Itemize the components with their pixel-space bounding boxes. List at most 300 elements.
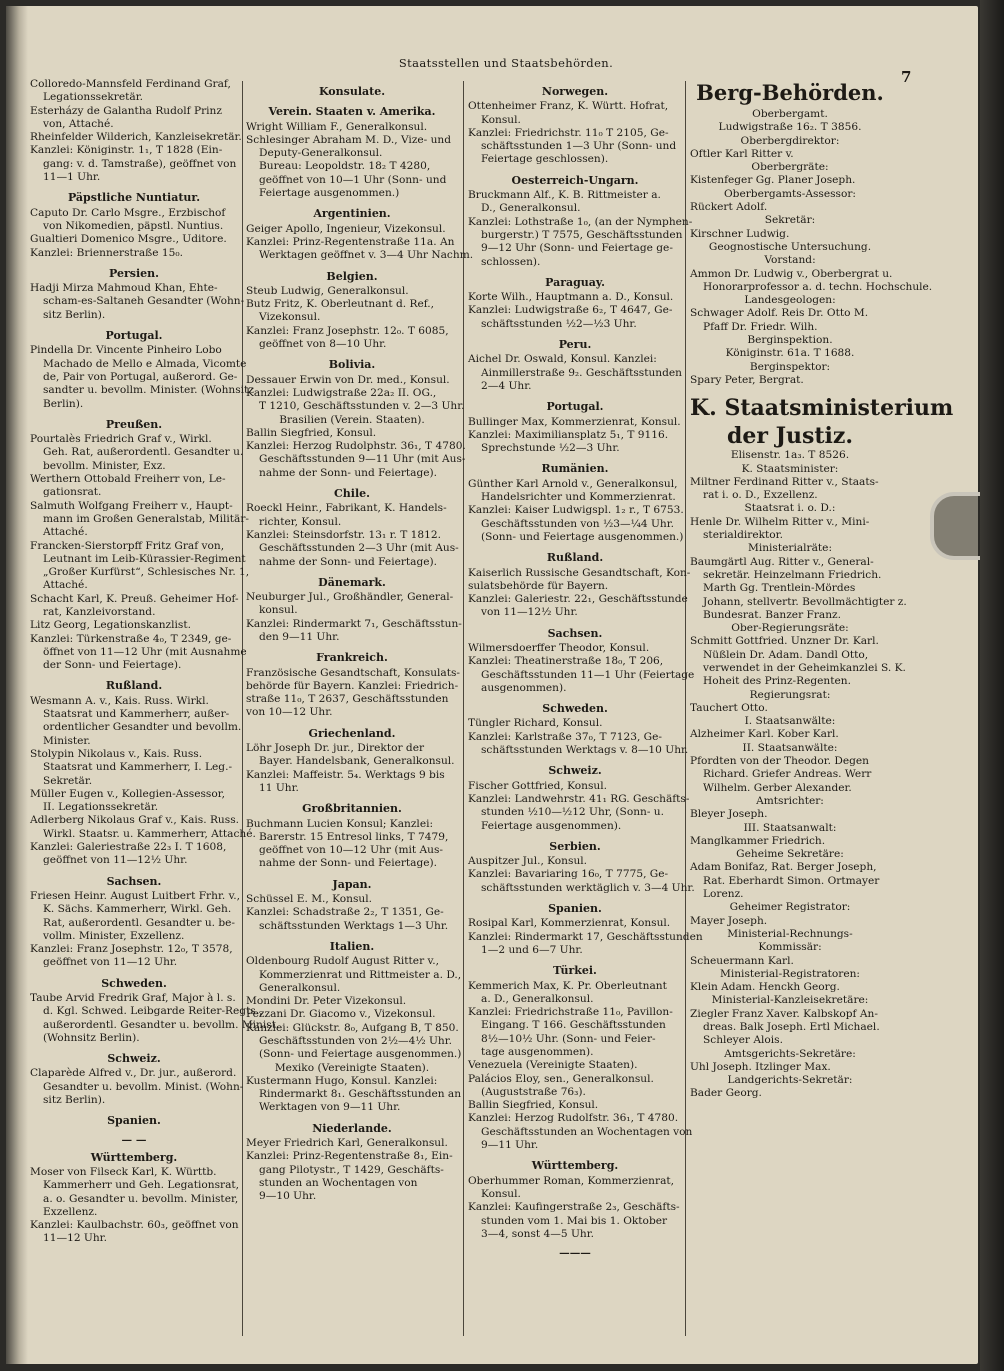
section-heading: Argentinien.	[313, 207, 391, 221]
text-line: Kanzlei: Rindermarkt 17, Geschäftsstunden	[468, 930, 703, 943]
text-line-continued: schäftsstunden Werktags v. 8—10 Uhr.	[481, 744, 689, 757]
text-line: Kanzlei: Königinstr. 1₁, T 1828 (Ein-	[30, 144, 223, 157]
text-line: Schüssel E. M., Konsul.	[246, 893, 372, 906]
text-line-continued: Hoheit des Prinz-Regenten.	[703, 675, 851, 688]
centered-line: Geognostische Untersuchung.	[708, 240, 872, 253]
text-line: Kanzlei: Karlstraße 37₀, T 7123, Ge-	[468, 730, 662, 743]
text-line: Butz Fritz, K. Oberleutnant d. Ref.,	[246, 298, 435, 311]
separator-dash: ———	[559, 1247, 591, 1260]
text-line: Tüngler Richard, Konsul.	[468, 717, 603, 730]
text-line-continued: Sekretär.	[43, 774, 93, 787]
text-line: Kanzlei: Theatinerstraße 18₀, T 206,	[468, 655, 664, 668]
text-line: Scheuermann Karl.	[690, 954, 794, 967]
text-line: Kanzlei: Maffeistr. 5₄. Werktags 9 bis	[246, 768, 445, 781]
text-line-continued: nahme der Sonn- und Feiertage).	[259, 857, 438, 870]
text-line-continued: Staatsrat und Kammerherr, außer-	[43, 708, 230, 721]
text-line-continued: gationsrat.	[43, 486, 102, 499]
text-line-continued: Konsul.	[481, 113, 521, 126]
text-line: Kanzlei: Landwehrstr. 41₁ RG. Geschäfts-	[468, 792, 690, 805]
text-line-continued: geöffnet von 8—10 Uhr.	[259, 338, 387, 351]
centered-line: Ministerial-Kanzleisekretäre:	[711, 994, 869, 1007]
text-line: Friesen Heinr. August Luitbert Frhr. v.,	[30, 889, 241, 902]
text-line-continued: D., Generalkonsul.	[481, 202, 581, 215]
section-heading: Schweden.	[542, 702, 608, 716]
text-line-continued: Wilhelm. Gerber Alexander.	[703, 781, 852, 794]
text-line-continued: Attaché.	[43, 579, 88, 592]
text-line-continued: Kommerzienrat und Rittmeister a. D.,	[259, 968, 462, 981]
text-line: Caputo Dr. Carlo Msgre., Erzbischof	[30, 206, 226, 219]
text-line: Rosipal Karl, Kommerzienrat, Konsul.	[468, 917, 671, 930]
text-line-continued: 9—12 Uhr (Sonn- und Feiertage ge-	[481, 242, 673, 255]
section-heading: Japan.	[332, 877, 372, 891]
centered-line: Königinstr. 61a. T 1688.	[725, 347, 855, 360]
column-rule	[463, 81, 464, 1336]
text-line: Francken-Sierstorpff Fritz Graf von,	[30, 539, 225, 552]
text-line: Geiger Apollo, Ingenieur, Vizekonsul.	[246, 222, 446, 235]
section-heading: Verein. Staaten v. Amerika.	[268, 105, 436, 119]
text-line: Kanzlei: Kaiser Ludwigspl. 1₂ r., T 6753.	[468, 504, 684, 517]
text-line: Kemmerich Max, K. Pr. Oberleutnant	[468, 979, 667, 992]
text-line: Bader Georg.	[690, 1087, 762, 1100]
text-line-continued: (Sonn- und Feiertage ausgenommen.)	[259, 1048, 462, 1061]
text-line: Kanzlei: Steinsdorfstr. 13₁ r. T 1812.	[246, 528, 442, 541]
text-line: Kanzlei: Glückstr. 8₀, Aufgang B, T 850.	[246, 1021, 459, 1034]
text-line: Müller Eugen v., Kollegien-Assessor,	[30, 787, 225, 800]
text-line-continued: Exzellenz.	[43, 1205, 98, 1218]
text-line: Moser von Filseck Karl, K. Württb.	[30, 1165, 217, 1178]
text-line-continued: schäftsstunden Werktags 1—3 Uhr.	[259, 919, 449, 932]
text-line-continued: 9—10 Uhr.	[259, 1190, 317, 1203]
text-line-continued: K. Sächs. Kammerherr, Wirkl. Geh.	[43, 903, 232, 916]
text-line: behörde für Bayern. Kanzlei: Friedrich-	[246, 679, 459, 692]
text-line: Kanzlei: Rindermarkt 7₁, Geschäftsstun-	[246, 617, 462, 630]
centered-line: Landesgeologen:	[744, 294, 836, 307]
text-line-continued: öffnet von 11—12 Uhr (mit Ausnahme	[43, 645, 247, 658]
text-line-continued: Geschäftsstunden 2—3 Uhr (mit Aus-	[259, 542, 459, 555]
text-line: Kanzlei: Franz Josephstr. 12₀. T 6085,	[246, 324, 449, 337]
text-line: Mayer Joseph.	[690, 914, 768, 927]
section-heading: Rußland.	[105, 679, 163, 693]
text-line-continued: 11 Uhr.	[259, 781, 299, 794]
text-line-continued: geöffnet von 11—12 Uhr.	[43, 956, 178, 969]
text-line-continued: Leutnant im Leib-Kürassier-Regiment	[43, 552, 246, 565]
section-heading: Persien.	[109, 266, 159, 280]
text-line-continued: den 9—11 Uhr.	[259, 630, 340, 643]
text-line: straße 11₀, T 2637, Geschäftsstunden	[246, 693, 449, 706]
section-heading: Peru.	[558, 338, 592, 352]
text-line-continued: Bureau: Leopoldstr. 18₂ T 4280,	[259, 160, 431, 173]
text-line: Spary Peter, Bergrat.	[690, 373, 804, 386]
text-line-continued: Gesandter u. bevollm. Minist. (Wohn-	[43, 1080, 244, 1093]
column-konsulate-continued	[468, 78, 703, 1260]
text-line: Venezuela (Vereinigte Staaten).	[468, 1059, 638, 1072]
text-line-continued: Deputy-Generalkonsul.	[259, 147, 383, 160]
text-line: Kanzlei: Herzog Rudolphstr. 36₁, T 4780.	[246, 440, 466, 453]
text-line: Ammon Dr. Ludwig v., Oberbergrat u.	[690, 267, 893, 280]
text-line: Colloredo-Mannsfeld Ferdinand Graf,	[30, 78, 231, 90]
centered-line: Brasilien (Verein. Staaten).	[279, 413, 425, 426]
text-line-continued: d. Kgl. Schwed. Leibgarde Reiter-Regts.,	[43, 1005, 263, 1018]
text-line: Esterházy de Galantha Rudolf Prinz	[30, 104, 222, 117]
column-berg-behoerden-justiz	[690, 78, 954, 1101]
text-line: Ziegler Franz Xaver. Kalbskopf An-	[690, 1007, 878, 1020]
text-line-continued: de, Pair von Portugal, außerord. Ge-	[43, 370, 238, 383]
text-line: Schwager Adolf. Reis Dr. Otto M.	[690, 307, 869, 320]
text-line-continued: rat i. o. D., Exzellenz.	[703, 489, 818, 502]
running-head: Staatsstellen und Staatsbehörden.	[398, 56, 614, 70]
text-line-continued: Rat. Eberhardt Simon. Ortmayer	[703, 874, 880, 887]
text-line-continued: Johann, stellvertr. Bevollmächtigter z.	[703, 595, 907, 608]
centered-line: Ministerial-Rechnungs-	[727, 927, 853, 940]
text-line-continued: schlossen).	[481, 255, 541, 268]
text-line: Adam Bonifaz, Rat. Berger Joseph,	[690, 861, 877, 874]
text-line: Kanzlei: Kaufingerstraße 2₃, Geschäfts-	[468, 1201, 680, 1214]
centered-line: Staatsrat i. o. D.:	[744, 502, 836, 515]
text-line-continued: Minister.	[43, 734, 91, 747]
text-line-continued: Rat, außerordentl. Gesandter u. be-	[43, 916, 236, 929]
text-line: Kanzlei: Prinz-Regentenstraße 11a. An	[246, 235, 455, 248]
text-line-continued: Berlin).	[43, 397, 84, 410]
text-line-continued: mann im Großen Generalstab, Militär-	[43, 512, 249, 525]
text-line-continued: nahme der Sonn- und Feiertage).	[259, 466, 438, 479]
book-page	[6, 6, 978, 1364]
section-heading: Portugal.	[105, 329, 163, 343]
text-line-continued: außerordentl. Gesandter u. bevollm. Minist.	[43, 1018, 280, 1031]
text-line-continued: (Wohnsitz Berlin).	[43, 1031, 140, 1044]
text-line-continued: Ainmillerstraße 9₂. Geschäftsstunden	[481, 366, 682, 379]
text-line: Kanzlei: Bavariaring 16₀, T 7775, Ge-	[468, 868, 669, 881]
text-line: Aichel Dr. Oswald, Konsul. Kanzlei:	[468, 353, 657, 366]
centered-line: Mexiko (Vereinigte Staaten).	[274, 1061, 430, 1074]
text-line: Oberhummer Roman, Kommerzienrat,	[468, 1174, 675, 1187]
section-heading: Frankreich.	[316, 651, 388, 665]
text-line: Kanzlei: Ludwigstraße 22a₂ II. OG.,	[246, 386, 437, 399]
text-line: Neuburger Jul., Großhändler, General-	[246, 591, 454, 604]
text-line-continued: stunden an Wochentagen von	[259, 1176, 418, 1189]
text-line-continued: Attaché.	[43, 526, 88, 539]
text-line: Pfordten von der Theodor. Degen	[690, 755, 869, 768]
text-line-continued: stunden vom 1. Mai bis 1. Oktober	[481, 1214, 668, 1227]
text-line-continued: konsul.	[259, 604, 298, 617]
text-line-continued: schäftsstunden 1—3 Uhr (Sonn- und	[481, 140, 677, 153]
section-heading: Türkei.	[553, 964, 597, 978]
text-line: sulatsbehörde für Bayern.	[468, 579, 609, 592]
text-line-continued: Generalkonsul.	[259, 981, 341, 994]
centered-line: Oberbergamt.	[752, 108, 828, 120]
section-heading: Oesterreich-Ungarn.	[511, 173, 639, 187]
section-heading: Württemberg.	[90, 1150, 178, 1164]
text-line: Kanzlei: Türkenstraße 4₀, T 2349, ge-	[30, 632, 232, 645]
centered-line: Amtsgerichts-Sekretäre:	[724, 1047, 856, 1060]
text-line-continued: der Sonn- und Feiertage).	[43, 659, 182, 672]
text-line: Kustermann Hugo, Konsul. Kanzlei:	[246, 1074, 438, 1087]
text-line-continued: Feiertage ausgenommen.)	[259, 187, 400, 200]
section-heading: Niederlande.	[312, 1121, 392, 1135]
text-line-continued: Richard. Griefer Andreas. Werr	[703, 768, 872, 781]
section-heading: Portugal.	[546, 400, 604, 414]
text-line: Kaiserlich Russische Gesandtschaft, Kon-	[468, 566, 691, 579]
text-line: Ballin Siegfried, Konsul.	[246, 426, 377, 439]
text-line-continued: richter, Konsul.	[259, 515, 342, 528]
text-line-continued: Rindermarkt 8₁. Geschäftsstunden an	[259, 1088, 462, 1101]
text-line-continued: Schleyer Alois.	[703, 1034, 783, 1047]
text-line: Kanzlei: Herzog Rudolfstr. 36₁, T 4780.	[468, 1112, 679, 1125]
text-line-continued: (Sonn- und Feiertage ausgenommen.)	[481, 530, 684, 543]
text-line: Steub Ludwig, Generalkonsul.	[246, 284, 409, 297]
text-line: Kanzlei: Kaulbachstr. 60₃, geöffnet von	[30, 1219, 239, 1232]
main-heading: K. Staatsministerium	[690, 395, 954, 422]
text-line: Pourtalès Friedrich Graf v., Wirkl.	[30, 433, 212, 446]
text-line-continued: 1—2 und 6—7 Uhr.	[481, 943, 583, 956]
text-line: Tauchert Otto.	[690, 701, 768, 714]
main-heading: Berg-Behörden.	[696, 80, 884, 105]
centered-line: I. Staatsanwälte:	[744, 715, 836, 728]
text-line-continued: schäftsstunden ½2—½3 Uhr.	[481, 317, 637, 330]
centered-line: Oberbergamts-Assessor:	[723, 187, 856, 200]
text-line: Kanzlei: Maximiliansplatz 5₁, T 9116.	[468, 428, 669, 441]
text-line: Roeckl Heinr., Fabrikant, K. Handels-	[246, 502, 447, 515]
text-line-continued: tage ausgenommen).	[481, 1046, 594, 1058]
centered-line: II. Staatsanwälte:	[742, 741, 838, 754]
text-line: Hadji Mirza Mahmoud Khan, Ehte-	[30, 282, 218, 295]
text-line: Werthern Ottobald Freiherr von, Le-	[30, 473, 226, 486]
text-line-continued: Geschäftsstunden an Wochentagen von	[481, 1125, 693, 1138]
text-line-continued: Nüßlein Dr. Adam. Dandl Otto,	[703, 648, 869, 661]
text-line-continued: 9—11 Uhr.	[481, 1139, 539, 1152]
text-line-continued: sterialdirektor.	[703, 529, 783, 542]
section-heading: Paraguay.	[545, 275, 605, 289]
section-heading: Rußland.	[546, 551, 604, 565]
text-line-continued: a. D., Generalkonsul.	[481, 992, 594, 1005]
text-line: Uhl Joseph. Itzlinger Max.	[690, 1060, 831, 1073]
text-line-continued: Sprechstunde ½2—3 Uhr.	[481, 442, 620, 455]
text-line: Alzheimer Karl. Kober Karl.	[690, 728, 839, 741]
text-line-continued: II. Legationssekretär.	[43, 801, 159, 814]
text-line: Taube Arvid Fredrik Graf, Major à l. s.	[30, 992, 236, 1004]
text-line: Pindella Dr. Vincente Pinheiro Lobo	[30, 344, 222, 357]
section-heading: Sachsen.	[547, 626, 603, 640]
text-line-continued: nahme der Sonn- und Feiertage).	[259, 555, 438, 568]
text-line-continued: Legationssekretär.	[43, 91, 143, 104]
text-line-continued: burgerstr.) T 7575, Geschäftsstunden	[481, 228, 683, 241]
text-line: Meyer Friedrich Karl, Generalkonsul.	[246, 1137, 448, 1150]
text-line-continued: schäftsstunden werktäglich v. 3—4 Uhr.	[481, 881, 695, 894]
text-line-continued: 3—4, sonst 4—5 Uhr.	[481, 1227, 594, 1240]
text-line: Oldenbourg Rudolf August Ritter v.,	[246, 955, 439, 968]
text-line: Adlerberg Nikolaus Graf v., Kais. Russ.	[30, 814, 239, 827]
centered-line: Amtsrichter:	[756, 794, 824, 807]
text-line: Schlesinger Abraham M. D., Vize- und	[246, 133, 452, 146]
centered-line: Ober-Regierungsräte:	[731, 622, 849, 635]
page-number: 7	[901, 68, 912, 86]
section-heading: Chile.	[334, 487, 370, 501]
text-line-continued: verwendet in der Geheimkanzlei S. K.	[703, 661, 906, 674]
text-line: Ottenheimer Franz, K. Württ. Hofrat,	[468, 100, 669, 113]
centered-line: Ministerialräte:	[747, 542, 833, 555]
text-line: Stolypin Nikolaus v., Kais. Russ.	[30, 747, 203, 760]
text-line: Kanzlei: Friedrichstr. 11₀ T 2105, Ge-	[468, 126, 669, 139]
text-line: Miltner Ferdinand Ritter v., Staats-	[690, 475, 879, 488]
text-line: Buchmann Lucien Konsul; Kanzlei:	[246, 817, 434, 830]
centered-line: Geheimer Registrator:	[729, 901, 851, 914]
text-line-continued: Marth Gg. Trentlein-Mördes	[703, 582, 856, 595]
centered-line: Regierungsrat:	[749, 688, 831, 701]
section-heading: Dänemark.	[318, 575, 386, 589]
text-line-continued: a. o. Gesandter u. bevollm. Minister,	[43, 1192, 239, 1205]
book-edge	[980, 0, 1004, 1371]
text-line-continued: Feiertage ausgenommen).	[481, 819, 622, 832]
text-line-continued: (Auguststraße 76₃).	[481, 1085, 586, 1098]
text-line: Wright William F., Generalkonsul.	[246, 120, 428, 133]
text-line-continued: T 1210, Geschäftsstunden v. 2—3 Uhr.	[259, 400, 465, 413]
text-line-continued: Barerstr. 15 Entresol links, T 7479,	[259, 830, 449, 843]
text-line: Kanzlei: Franz Josephstr. 12₀, T 3578,	[30, 943, 233, 956]
column-rule	[685, 81, 686, 1336]
text-line-continued: 2—4 Uhr.	[481, 379, 532, 392]
section-heading: Spanien.	[107, 1114, 161, 1128]
section-heading: Großbritannien.	[302, 802, 402, 816]
text-line: Dessauer Erwin von Dr. med., Konsul.	[246, 373, 450, 386]
centered-line: Sekretär:	[764, 214, 816, 227]
centered-line: Landgerichts-Sekretär:	[727, 1074, 853, 1087]
text-line: Französische Gesandtschaft, Konsulats-	[246, 666, 461, 679]
text-line: von 10—12 Uhr.	[246, 706, 333, 719]
section-heading: Belgien.	[326, 269, 378, 283]
text-line: Klein Adam. Henckh Georg.	[690, 981, 840, 994]
text-line: Bullinger Max, Kommerzienrat, Konsul.	[468, 415, 681, 428]
text-line-continued: Honorarprofessor a. d. techn. Hochschule.	[703, 280, 933, 293]
text-line: Kanzlei: Prinz-Regentenstraße 8₁, Ein-	[246, 1150, 453, 1163]
centered-line: Elisenstr. 1a₃. T 8526.	[730, 449, 850, 462]
text-line: Fischer Gottfried, Konsul.	[468, 779, 607, 792]
text-line-continued: „Großer Kurfürst“, Schlesisches Nr. 1,	[43, 566, 250, 579]
text-line: Claparède Alfred v., Dr. jur., außerord.	[30, 1067, 237, 1080]
text-line-continued: Geschäftsstunden von ½3—¼4 Uhr.	[481, 517, 674, 530]
section-heading: Griechenland.	[308, 726, 396, 740]
text-line: Kistenfeger Gg. Planer Joseph.	[690, 174, 856, 187]
text-line: Kanzlei: Ludwigstraße 6₂, T 4647, Ge-	[468, 304, 673, 317]
text-line-continued: gang Pilotystr., T 1429, Geschäfts-	[259, 1163, 444, 1176]
text-line: Kanzlei: Briennerstraße 15₀.	[30, 246, 183, 259]
section-heading: Italien.	[329, 939, 375, 953]
centered-line: Ministerial-Registratoren:	[720, 967, 860, 980]
binding-shadow	[6, 6, 28, 1364]
centered-line: Geheime Sekretäre:	[736, 848, 844, 861]
text-line: Schmitt Gottfried. Unzner Dr. Karl.	[690, 635, 879, 648]
section-heading: Norwegen.	[541, 85, 609, 98]
main-heading: der Justiz.	[726, 423, 854, 450]
text-line-continued: rat, Kanzleivorstand.	[43, 605, 156, 618]
section-heading: Schweiz.	[548, 764, 602, 778]
section-heading: Schweiz.	[107, 1052, 161, 1066]
text-line-continued: von, Attaché.	[43, 117, 114, 130]
text-line-continued: Geh. Rat, außerordentl. Gesandter u.	[43, 446, 244, 459]
centered-line: Oberbergräte:	[751, 161, 829, 174]
text-line: Kanzlei: Galeriestr. 22₁, Geschäftsstunde	[468, 593, 688, 606]
text-line-continued: Handelsrichter und Kommerzienrat.	[481, 491, 676, 504]
text-line: Henle Dr. Wilhelm Ritter v., Mini-	[690, 515, 870, 528]
text-line: Korte Wilh., Hauptmann a. D., Konsul.	[468, 291, 674, 304]
text-line-continued: 8½—10½ Uhr. (Sonn- und Feier-	[481, 1032, 656, 1045]
text-line-continued: geöffnet von 10—12 Uhr (mit Aus-	[259, 844, 444, 857]
text-line-continued: Machado de Mello e Almada, Vicomte	[43, 357, 247, 370]
centered-line: Oberbergdirektor:	[740, 134, 840, 147]
section-heading: Sachsen.	[106, 874, 162, 888]
text-line: Auspitzer Jul., Konsul.	[468, 855, 588, 868]
text-line: Kirschner Ludwig.	[690, 227, 790, 240]
text-line: Kanzlei: Schadstraße 2₂, T 1351, Ge-	[246, 906, 444, 919]
centered-line: Berginspektor:	[749, 360, 831, 373]
text-line-continued: bevollm. Minister, Exz.	[43, 459, 166, 472]
text-line: Kanzlei: Galeriestraße 22₃ I. T 1608,	[30, 841, 227, 854]
text-line: Litz Georg, Legationskanzlist.	[30, 619, 191, 632]
text-line: Kanzlei: Friedrichstraße 11₀, Pavillon-	[468, 1006, 673, 1019]
text-line-continued: Pfaff Dr. Friedr. Wilh.	[703, 320, 818, 333]
text-line-continued: geöffnet von 11—12½ Uhr.	[43, 854, 188, 867]
text-line-continued: gang: v. d. Tamstraße), geöffnet von	[43, 157, 237, 170]
section-heading: Schweden.	[101, 976, 167, 990]
text-line-continued: dreas. Balk Joseph. Ertl Michael.	[703, 1021, 880, 1033]
text-line: Löhr Joseph Dr. jur., Direktor der	[246, 742, 425, 755]
text-line-continued: ausgenommen).	[481, 681, 567, 694]
text-line: Bruckmann Alf., K. B. Rittmeister a.	[468, 189, 661, 202]
text-line-continued: Bayer. Handelsbank, Generalkonsul.	[259, 755, 455, 768]
section-heading: Rumänien.	[541, 462, 609, 476]
text-line: Wesmann A. v., Kais. Russ. Wirkl.	[30, 694, 209, 707]
section-heading: Konsulate.	[318, 85, 386, 98]
text-line-continued: von Nikomedien, päpstl. Nuntius.	[43, 219, 224, 232]
text-line-continued: Bundesrat. Banzer Franz.	[703, 608, 841, 621]
centered-line: K. Staatsminister:	[741, 462, 839, 475]
text-line-continued: Geschäftsstunden 11—1 Uhr (Feiertage	[481, 668, 695, 681]
text-line: Palácios Eloy, sen., Generalkonsul.	[468, 1072, 654, 1085]
text-line-continued: ordentlicher Gesandter und bevollm.	[43, 721, 242, 734]
centered-line: Ludwigstraße 16₂. T 3856.	[718, 121, 862, 134]
text-line: Ballin Siegfried, Konsul.	[468, 1099, 599, 1112]
text-line-continued: von 11—12½ Uhr.	[481, 606, 578, 619]
section-heading: Serbien.	[549, 839, 601, 853]
text-line-continued: sitz Berlin).	[43, 308, 106, 321]
column-konsulate	[246, 78, 474, 1204]
centered-line: III. Staatsanwalt:	[743, 821, 837, 834]
separator-dash: — —	[121, 1133, 147, 1146]
centered-line: Vorstand:	[764, 254, 816, 267]
text-line-continued: Eingang. T 166. Geschäftsstunden	[481, 1019, 666, 1032]
text-line: Rückert Adolf.	[690, 201, 768, 214]
text-line: Salmuth Wolfgang Freiherr v., Haupt-	[30, 499, 233, 512]
text-line-continued: Lorenz.	[703, 888, 744, 901]
section-heading: Päpstliche Nuntiatur.	[67, 191, 201, 205]
text-line: Kanzlei: Lothstraße 1₀, (an der Nymphen-	[468, 215, 693, 228]
text-line: Oftler Karl Ritter v.	[690, 147, 794, 160]
text-line-continued: sekretär. Heinzelmann Friedrich.	[703, 568, 882, 581]
text-line: Gualtieri Domenico Msgre., Uditore.	[30, 233, 227, 246]
text-line-continued: Geschäftsstunden 9—11 Uhr (mit Aus-	[259, 453, 466, 466]
text-line-continued: Kammerherr und Geh. Legationsrat,	[43, 1179, 240, 1192]
text-line-continued: scham-es-Saltaneh Gesandter (Wohn-	[43, 295, 245, 308]
text-line-continued: Konsul.	[481, 1187, 521, 1200]
section-heading: Spanien.	[548, 902, 602, 916]
section-heading: Württemberg.	[531, 1159, 619, 1173]
section-heading: Preußen.	[105, 417, 163, 431]
text-line-continued: Vizekonsul.	[259, 311, 321, 324]
text-line-continued: stunden ½10—½12 Uhr, (Sonn- u.	[481, 806, 664, 819]
centered-line: Kommissär:	[758, 941, 822, 954]
section-heading: Bolivia.	[328, 358, 376, 372]
spacer	[690, 387, 890, 393]
text-line: Manglkammer Friedrich.	[690, 834, 826, 847]
text-line-continued: Werktagen von 9—11 Uhr.	[259, 1101, 401, 1114]
